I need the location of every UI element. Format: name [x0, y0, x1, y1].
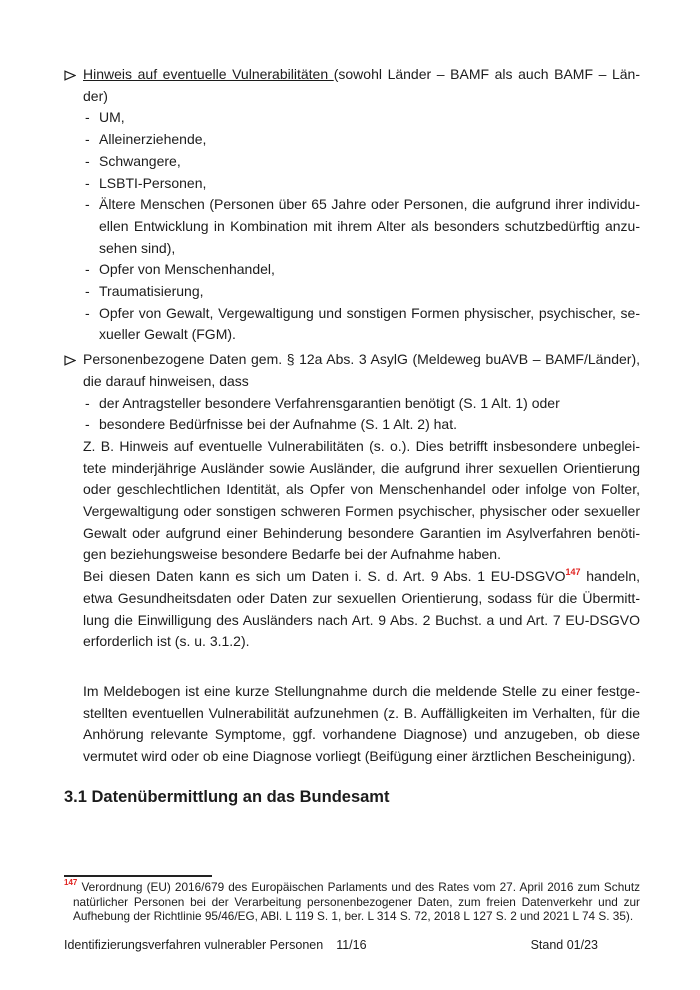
text-line: Vergewaltigung oder sonstigen schweren Formen psychischer, physischer oder sexueller — [83, 503, 640, 520]
text-line: Alleinerziehende, — [99, 131, 207, 148]
text-line: Traumatisierung, — [99, 283, 204, 300]
bullet-heading — [83, 349, 640, 392]
footnote-ref: 147 — [64, 878, 78, 888]
dash-marker: - — [85, 283, 90, 300]
text-line: Opfer von Menschenhandel, — [99, 261, 275, 278]
text-line: sehen sind), — [99, 239, 176, 256]
dash-marker: - — [85, 304, 90, 321]
text-line: oder geschlechtlichen Identität, als Opfer von Menschenhandel oder infolge von Folter, — [83, 481, 640, 498]
bullet-item-vulnerabilities — [64, 64, 640, 107]
list-item — [85, 107, 640, 129]
text-line: Bei diesen Daten kann es sich um Daten i. S. d. Art. 9 Abs. 1 EU-DSGVO$^{147}$ handeln, — [83, 566, 640, 585]
list-item — [85, 414, 640, 436]
arrowhead-right-icon — [64, 64, 83, 107]
list-item — [85, 281, 640, 303]
asylg-list — [85, 393, 640, 436]
dash-marker: - — [85, 109, 90, 126]
text-line: erforderlich ist (s. u. 3.1.2). — [83, 633, 250, 650]
list-item — [85, 194, 640, 259]
dash-marker: - — [85, 416, 90, 433]
footer-document-title: Identifizierungsverfahren vulnerabler Personen — [64, 938, 324, 952]
bullet-heading — [83, 64, 640, 107]
list-item — [85, 151, 640, 173]
text-line: Hinweis auf eventuelle Vulnerabilitäten (sowohl Länder – BAMF als auch BAMF – Län- — [83, 66, 641, 82]
list-item — [85, 393, 640, 415]
text-line: stellten eventuellen Vulnerabilität aufzunehmen (z. B. Auffälligkeiten im Verhalten, für die — [83, 704, 640, 721]
text-line: der Antragsteller besondere Verfahrensgarantien benötigt (S. 1 Alt. 1) oder — [99, 394, 560, 411]
text-line: lung die Einwilligung des Ausländers nach Art. 9 Abs. 2 Buchst. a und Art. 7 EU-DSGVO — [83, 611, 640, 628]
dash-marker: - — [85, 152, 90, 169]
arrowhead-right-icon — [64, 349, 83, 392]
text-line: besondere Bedürfnisse bei der Aufnahme (S. 1 Alt. 2) hat. — [99, 416, 457, 433]
dash-marker: - — [85, 261, 90, 278]
paragraph-zb-hinweis — [83, 436, 640, 566]
list-item — [85, 129, 640, 151]
text-line: die darauf hinweisen, dass — [83, 372, 249, 389]
section-heading-3-1: 3.1 Datenübermittlung an das Bundesamt — [64, 787, 390, 806]
text-line: ellen Entwicklung in Kombination mit ihrem Alter als besonders schutzbedürftig anzu- — [99, 217, 640, 234]
dash-marker: - — [85, 174, 90, 191]
footer-stand-date: Stand 01/23 — [530, 938, 598, 952]
footnote-147 — [64, 880, 640, 924]
text-line: Gewalt oder aufgrund einer Behinderung besondere Garantien im Asylverfahren benöti- — [83, 524, 640, 541]
text-line: Schwangere, — [99, 152, 181, 169]
page-footer — [64, 938, 640, 953]
text-line: Opfer von Gewalt, Vergewaltigung und sonstigen Formen physischer, psychischer, se- — [99, 304, 640, 321]
paragraph-bei-diesen-daten — [83, 566, 640, 653]
text-line: xueller Gewalt (FGM). — [99, 326, 236, 343]
footer-left — [64, 938, 367, 953]
page-body — [64, 64, 640, 808]
page-number: 11/16 — [336, 938, 367, 952]
text-line: $^{147}$ Verordnung (EU) 2016/679 des Europäischen Parlaments und des Rates vom 27. April 2016 zum Schutz — [64, 878, 640, 894]
vulnerability-list — [85, 107, 640, 346]
text-line: Aufhebung der Richtlinie 95/46/EG, ABl. L 119 S. 1, ber. L 314 S. 72, 2018 L 127 S. 2 und 2021 L 74 S. 35). — [73, 909, 634, 924]
text-line: gen beziehungsweise besondere Bedarfe bei der Aufnahme haben. — [83, 546, 501, 563]
text-line: Z. B. Hinweis auf eventuelle Vulnerabilitäten (s. o.). Dies betrifft insbesondere unbeglei- — [83, 437, 640, 454]
text-line: vermutet wird oder ob eine Diagnose vorliegt (Beifügung einer ärztlichen Bescheinigung). — [83, 748, 636, 765]
bullet-item-personal-data — [64, 349, 640, 392]
text-line: natürlicher Personen bei der Verarbeitung personenbezogener Daten, zum freien Datenverkehr und zur — [73, 894, 640, 909]
text-line: Im Meldebogen ist eine kurze Stellungnahme durch die meldende Stelle zu einer festge- — [83, 682, 640, 699]
text-line: Personenbezogene Daten gem. § 12a Abs. 3 AsylG (Meldeweg buAVB – BAMF/Länder), — [83, 351, 640, 368]
dash-marker: - — [85, 131, 90, 148]
text-line: Ältere Menschen (Personen über 65 Jahre oder Personen, die aufgrund ihrer individu- — [99, 196, 640, 213]
text-line: LSBTI-Personen, — [99, 174, 207, 191]
text-line: tete minderjährige Ausländer sowie Ausländer, die aufgrund ihrer sexuellen Orientierung — [83, 459, 640, 476]
text-line: der) — [83, 87, 108, 104]
list-item — [85, 303, 640, 346]
footnote-ref: 147 — [565, 566, 581, 577]
footnote-separator-rule — [64, 875, 212, 877]
text-line: UM, — [99, 109, 125, 126]
dash-marker: - — [85, 196, 90, 213]
text-line: etwa Gesundheitsdaten oder Daten zur sexuellen Orientierung, sodass für die Übermitt- — [83, 589, 640, 606]
list-item — [85, 259, 640, 281]
text-line: Anhörung relevante Symptome, ggf. vorhandene Diagnose) und anzugeben, ob diese — [83, 726, 640, 743]
list-item — [85, 173, 640, 195]
dash-marker: - — [85, 394, 90, 411]
paragraph-meldebogen — [83, 681, 640, 768]
